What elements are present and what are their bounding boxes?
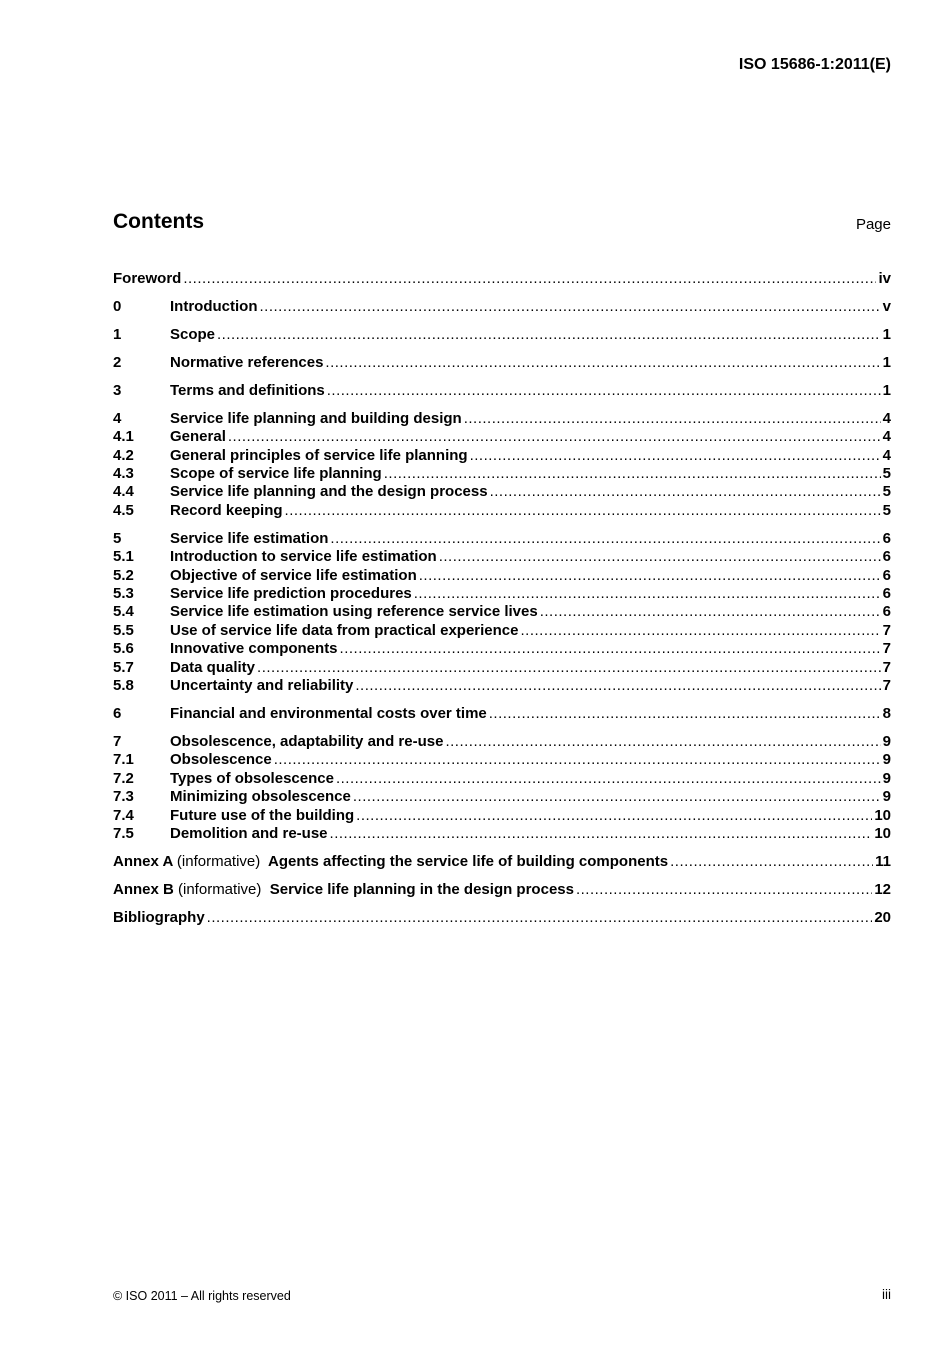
dot-leader bbox=[540, 603, 881, 621]
dot-leader bbox=[445, 733, 880, 751]
dot-leader bbox=[490, 483, 881, 501]
toc-number: 5.3 bbox=[113, 585, 134, 603]
dot-leader bbox=[325, 354, 880, 372]
dot-leader bbox=[327, 382, 881, 400]
toc-number: 4.1 bbox=[113, 428, 134, 446]
annex-label: Annex A bbox=[113, 852, 173, 870]
toc-number: 4 bbox=[113, 409, 122, 427]
toc-page: v bbox=[882, 297, 891, 315]
dot-leader bbox=[257, 659, 881, 677]
dot-leader bbox=[217, 326, 881, 344]
toc-page: 1 bbox=[882, 325, 891, 343]
annex-qualifier: (informative) bbox=[178, 880, 262, 898]
toc-entry-4[interactable] bbox=[113, 410, 891, 428]
toc-title: Future use of the building bbox=[170, 806, 355, 824]
toc-page: 4 bbox=[882, 428, 891, 446]
toc-page: 6 bbox=[882, 603, 891, 621]
toc-page: 1 bbox=[882, 353, 891, 371]
toc-title: Terms and definitions bbox=[170, 381, 325, 399]
annex-label: Annex B bbox=[113, 880, 174, 898]
toc-entry-0[interactable] bbox=[113, 298, 891, 316]
toc-number: 5.6 bbox=[113, 640, 134, 658]
toc-number: 7.3 bbox=[113, 788, 134, 806]
toc-title: Minimizing obsolescence bbox=[170, 788, 351, 806]
toc-page: 6 bbox=[882, 529, 891, 547]
toc-number: 5.7 bbox=[113, 658, 134, 676]
dot-leader bbox=[439, 548, 881, 566]
toc-entry-4-5[interactable] bbox=[113, 502, 891, 520]
toc-title: Record keeping bbox=[170, 501, 283, 519]
toc-entry-3[interactable] bbox=[113, 382, 891, 400]
dot-leader bbox=[353, 788, 881, 806]
toc-page: 7 bbox=[882, 658, 891, 676]
table-of-contents bbox=[113, 270, 891, 927]
toc-title: Use of service life data from practical experience bbox=[170, 621, 519, 639]
toc-page: 4 bbox=[882, 446, 891, 464]
toc-number: 2 bbox=[113, 353, 122, 371]
toc-page: 7 bbox=[882, 621, 891, 639]
toc-entry-7-1[interactable] bbox=[113, 751, 891, 769]
toc-number: 4.4 bbox=[113, 483, 134, 501]
toc-title: Demolition and re-use bbox=[170, 824, 328, 842]
dot-leader bbox=[414, 585, 881, 603]
annex-qualifier: (informative) bbox=[176, 852, 261, 870]
annex-title: Service life planning in the design process bbox=[269, 880, 574, 898]
contents-heading: Contents bbox=[113, 210, 204, 233]
dot-leader bbox=[670, 853, 873, 871]
toc-title: Introduction to service life estimation bbox=[170, 548, 437, 566]
dot-leader bbox=[330, 825, 873, 843]
dot-leader bbox=[274, 751, 881, 769]
toc-page: 11 bbox=[875, 852, 891, 870]
toc-title: Introduction bbox=[170, 297, 258, 315]
toc-title: Types of obsolescence bbox=[170, 769, 334, 787]
toc-page: 6 bbox=[882, 548, 891, 566]
dot-leader bbox=[419, 567, 881, 585]
dot-leader bbox=[464, 410, 881, 428]
toc-page: 9 bbox=[882, 751, 891, 769]
toc-title: Uncertainty and reliability bbox=[170, 676, 354, 694]
toc-number: 4.2 bbox=[113, 446, 134, 464]
toc-title: Data quality bbox=[170, 658, 256, 676]
toc-number: 5.1 bbox=[113, 548, 134, 566]
toc-entry-foreword[interactable] bbox=[113, 270, 891, 288]
toc-page: 10 bbox=[874, 806, 891, 824]
toc-title: Obsolescence bbox=[170, 751, 272, 769]
toc-page: 8 bbox=[882, 704, 891, 722]
dot-leader bbox=[340, 640, 881, 658]
toc-page: 6 bbox=[882, 566, 891, 584]
toc-number: 5.4 bbox=[113, 603, 134, 621]
toc-entry-2[interactable] bbox=[113, 354, 891, 372]
toc-number: 5 bbox=[113, 529, 122, 547]
toc-number: 5.8 bbox=[113, 676, 134, 694]
toc-title: Bibliography bbox=[113, 908, 205, 926]
toc-entry-7-4[interactable] bbox=[113, 807, 891, 825]
toc-page: 5 bbox=[882, 501, 891, 519]
dot-leader bbox=[355, 677, 880, 695]
toc-entry-5-5[interactable] bbox=[113, 622, 891, 640]
toc-entry-7-2[interactable] bbox=[113, 770, 891, 788]
toc-entry-7-3[interactable] bbox=[113, 788, 891, 806]
toc-title: Scope bbox=[170, 325, 216, 343]
toc-page: 7 bbox=[882, 676, 891, 694]
toc-page: 6 bbox=[882, 585, 891, 603]
toc-page: 20 bbox=[874, 908, 891, 926]
toc-entry-4-2[interactable] bbox=[113, 447, 891, 465]
toc-entry-annex-b[interactable] bbox=[113, 881, 891, 899]
toc-page: 4 bbox=[882, 409, 891, 427]
toc-entry-7-5[interactable] bbox=[113, 825, 891, 843]
toc-title: Service life estimation using reference service lives bbox=[170, 603, 538, 621]
toc-entry-5-1[interactable] bbox=[113, 548, 891, 566]
dot-leader bbox=[576, 881, 872, 899]
dot-leader bbox=[356, 807, 872, 825]
toc-title: Service life planning and the design process bbox=[170, 483, 488, 501]
annex-title: Agents affecting the service life of building components bbox=[268, 852, 669, 870]
toc-number: 7 bbox=[113, 732, 122, 750]
toc-entry-4-1[interactable] bbox=[113, 428, 891, 446]
dot-leader bbox=[207, 909, 873, 927]
toc-title: Service life planning and building design bbox=[170, 409, 462, 427]
toc-number: 7.5 bbox=[113, 824, 134, 842]
dot-leader bbox=[489, 705, 881, 723]
toc-entry-4-4[interactable] bbox=[113, 483, 891, 501]
page-column-label: Page bbox=[855, 216, 891, 233]
toc-title: General principles of service life planning bbox=[170, 446, 468, 464]
toc-entry-5-4[interactable] bbox=[113, 603, 891, 621]
toc-number: 4.3 bbox=[113, 465, 134, 483]
dot-leader bbox=[330, 530, 880, 548]
dot-leader bbox=[259, 298, 880, 316]
toc-page: 9 bbox=[882, 769, 891, 787]
dot-leader bbox=[183, 270, 876, 288]
copyright-notice: © ISO 2011 – All rights reserved bbox=[113, 1289, 291, 1303]
toc-entry-6[interactable] bbox=[113, 705, 891, 723]
toc-page: 5 bbox=[882, 465, 891, 483]
document-code: ISO 15686-1:2011(E) bbox=[738, 56, 891, 73]
dot-leader bbox=[285, 502, 881, 520]
page-number: iii bbox=[882, 1287, 891, 1302]
toc-number: 7.2 bbox=[113, 769, 134, 787]
toc-entry-5-8[interactable] bbox=[113, 677, 891, 695]
toc-entry-bibliography[interactable] bbox=[113, 909, 891, 927]
toc-number: 6 bbox=[113, 704, 122, 722]
toc-entry-annex-a[interactable] bbox=[113, 853, 891, 871]
toc-title: Obsolescence, adaptability and re-use bbox=[170, 732, 444, 750]
dot-leader bbox=[228, 428, 881, 446]
toc-title: Service life estimation bbox=[170, 529, 329, 547]
dot-leader bbox=[470, 447, 881, 465]
toc-entry-5-6[interactable] bbox=[113, 640, 891, 658]
toc-entry-5[interactable] bbox=[113, 530, 891, 548]
dot-leader bbox=[521, 622, 881, 640]
toc-page: 1 bbox=[882, 381, 891, 399]
toc-title: Innovative components bbox=[170, 640, 338, 658]
toc-title: Service life prediction procedures bbox=[170, 585, 412, 603]
toc-page: 9 bbox=[882, 732, 891, 750]
toc-page: iv bbox=[878, 270, 891, 287]
toc-page: 7 bbox=[882, 640, 891, 658]
toc-title: Scope of service life planning bbox=[170, 465, 382, 483]
toc-title bbox=[113, 853, 668, 871]
dot-leader bbox=[384, 465, 881, 483]
toc-number: 1 bbox=[113, 325, 122, 343]
toc-title: Objective of service life estimation bbox=[170, 566, 417, 584]
toc-number: 5.5 bbox=[113, 621, 134, 639]
toc-entry-5-2[interactable] bbox=[113, 567, 891, 585]
toc-number: 4.5 bbox=[113, 501, 134, 519]
dot-leader bbox=[336, 770, 881, 788]
toc-number: 7.1 bbox=[113, 751, 134, 769]
toc-number: 3 bbox=[113, 381, 122, 399]
toc-number: 5.2 bbox=[113, 566, 134, 584]
toc-number: 0 bbox=[113, 297, 122, 315]
toc-entry-4-3[interactable] bbox=[113, 465, 891, 483]
toc-page: 5 bbox=[882, 483, 891, 501]
toc-entry-7[interactable] bbox=[113, 733, 891, 751]
toc-entry-5-3[interactable] bbox=[113, 585, 891, 603]
toc-page: 9 bbox=[882, 788, 891, 806]
toc-title bbox=[113, 881, 574, 899]
toc-page: 10 bbox=[874, 824, 891, 842]
toc-title: General bbox=[170, 428, 226, 446]
toc-entry-1[interactable] bbox=[113, 326, 891, 344]
toc-entry-5-7[interactable] bbox=[113, 659, 891, 677]
toc-title: Normative references bbox=[170, 353, 324, 371]
toc-title: Financial and environmental costs over time bbox=[170, 704, 487, 722]
toc-page: 12 bbox=[874, 880, 891, 898]
toc-title: Foreword bbox=[113, 270, 182, 287]
toc-number: 7.4 bbox=[113, 806, 134, 824]
